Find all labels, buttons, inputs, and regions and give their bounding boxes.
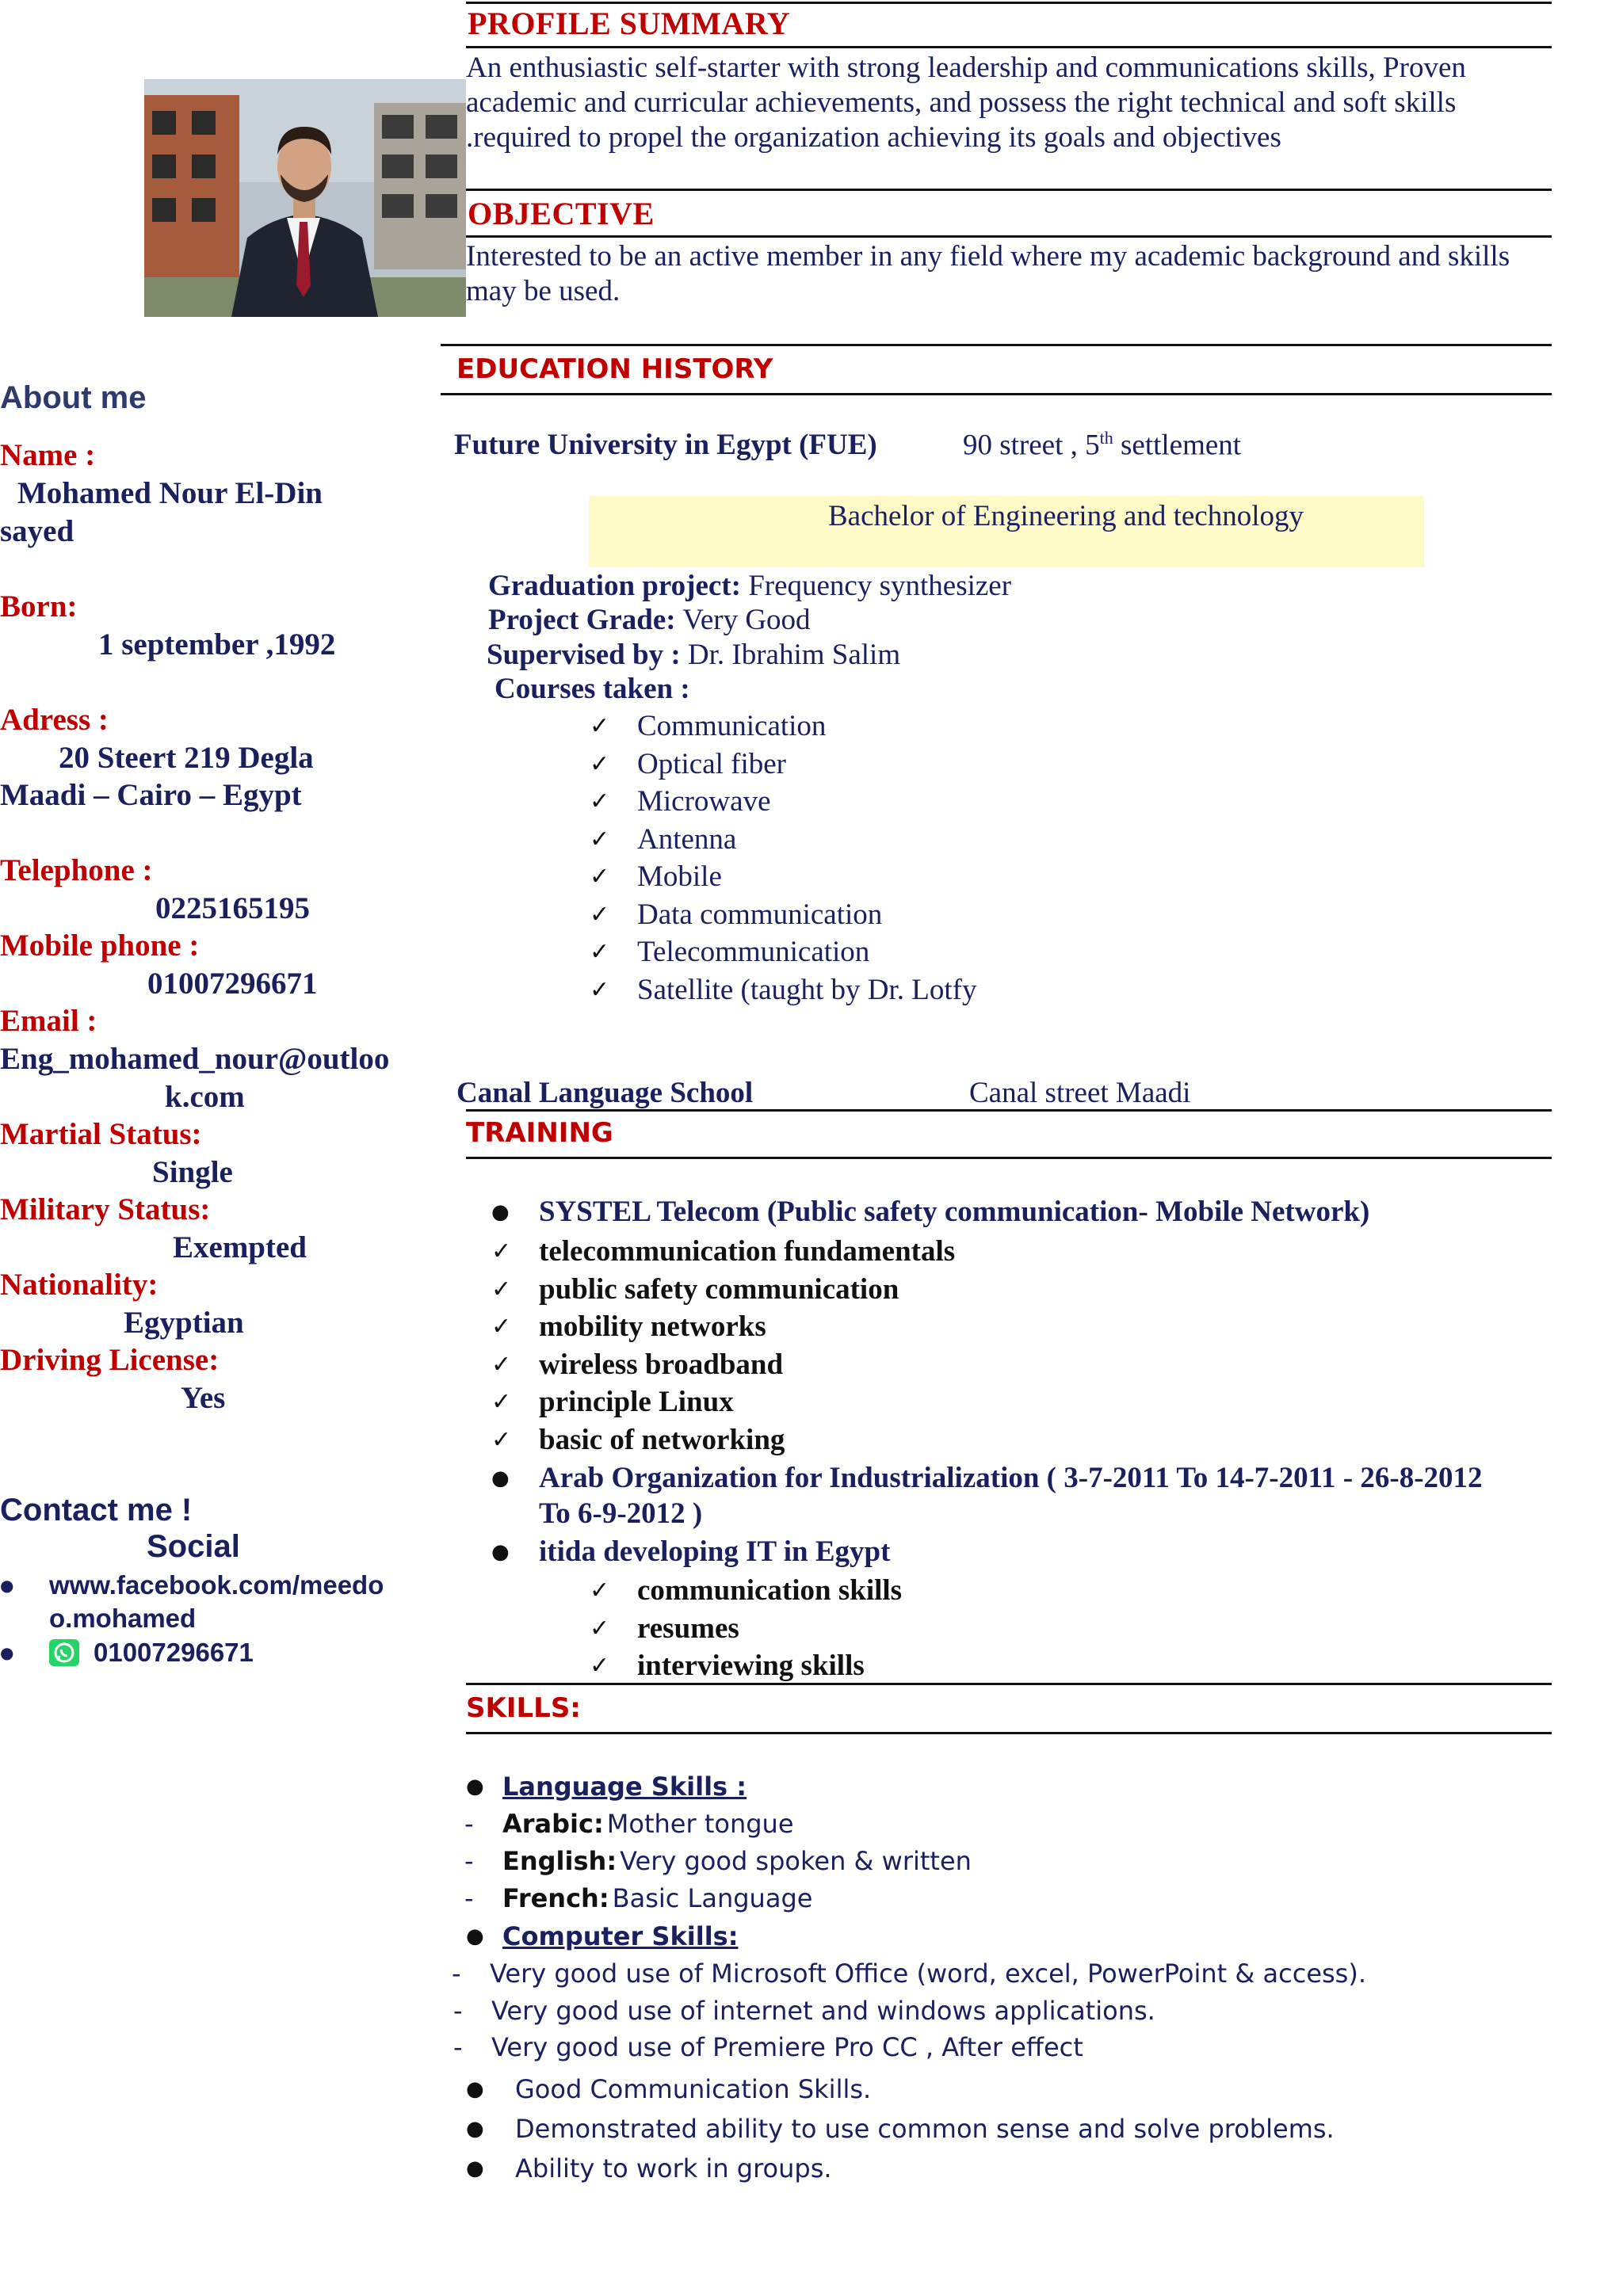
list-item <box>491 1271 955 1309</box>
dash-marker: - <box>464 1846 474 1876</box>
list-item <box>590 707 977 746</box>
language-name: English: <box>502 1846 617 1876</box>
university-name: Future University in Egypt (FUE) <box>454 429 877 461</box>
list-item <box>491 1308 955 1346</box>
training-item: telecommunication fundamentals <box>539 1235 956 1268</box>
project-grade <box>488 603 811 637</box>
course-name: Communication <box>637 710 827 743</box>
social-heading: Social <box>147 1529 240 1564</box>
language-level: Very good spoken & written <box>620 1846 972 1876</box>
born-value: 1 september ,1992 <box>98 627 336 662</box>
dash-marker: - <box>453 1996 463 2026</box>
divider <box>466 235 1552 238</box>
bullet-icon: ● <box>466 2077 484 2101</box>
marital-status-value: Single <box>152 1155 233 1189</box>
email-label: Email : <box>0 1004 97 1038</box>
skills-heading: SKILLS: <box>466 1692 581 1724</box>
list-item <box>590 746 977 784</box>
language-arabic <box>464 1809 794 1839</box>
systel-list <box>491 1233 955 1459</box>
checkmark-icon: ✓ <box>491 1425 512 1454</box>
computer-skill-text: Very good use of internet and windows applications. <box>491 1996 1155 2026</box>
checkmark-icon: ✓ <box>590 1577 610 1605</box>
skill-text: Ability to work in groups. <box>515 2153 832 2183</box>
training-title: SYSTEL Telecom (Public safety communication- Mobile Network) <box>539 1196 1370 1228</box>
language-level: Mother tongue <box>606 1809 794 1839</box>
telephone-value: 0225165195 <box>155 891 310 925</box>
bullet-icon: ● <box>466 1775 484 1798</box>
checkmark-icon: ✓ <box>590 749 610 778</box>
course-name: Antenna <box>637 822 737 856</box>
checkmark-icon: ✓ <box>590 712 610 741</box>
facebook-link[interactable] <box>0 1569 384 1635</box>
profile-summary-text <box>466 51 1552 155</box>
course-name: Satellite (taught by Dr. Lotfy <box>637 973 977 1006</box>
computer-skills-heading: Computer Skills: <box>502 1921 739 1951</box>
language-french <box>464 1883 812 1913</box>
profile-summary-line: An enthusiastic self-starter with strong leadership and communications skills, Proven <box>466 51 1466 84</box>
checkmark-icon: ✓ <box>590 900 610 929</box>
computer-skill <box>452 1958 1366 1989</box>
bullet-icon: ● <box>491 1466 510 1490</box>
course-name: Telecommunication <box>637 936 870 969</box>
language-skills-heading: Language Skills : <box>502 1772 747 1802</box>
bullet-icon: ● <box>466 1924 484 1948</box>
training-item: mobility networks <box>539 1310 766 1344</box>
nationality-value: Egyptian <box>124 1306 244 1340</box>
marital-status-label: Martial Status: <box>0 1117 202 1151</box>
name-label: Name : <box>0 438 96 472</box>
skill-text: Demonstrated ability to use common sense and solve problems. <box>515 2114 1335 2144</box>
training-title-continued: To 6-9-2012 ) <box>539 1497 703 1530</box>
dash-marker: - <box>464 1883 474 1913</box>
checkmark-icon: ✓ <box>590 1614 610 1642</box>
graduation-project-label: Graduation project: <box>488 570 741 602</box>
language-english <box>464 1846 972 1876</box>
course-name: Microwave <box>637 785 771 818</box>
supervised-by-label: Supervised by : <box>487 639 681 671</box>
name-value: Mohamed Nour El-Din <box>17 476 323 510</box>
checkmark-icon: ✓ <box>491 1313 512 1341</box>
address-value-continued: Maadi – Cairo – Egypt <box>0 778 302 812</box>
university-address-rest: settlement <box>1113 429 1242 462</box>
list-item <box>590 821 977 859</box>
dash-marker: - <box>453 2032 463 2062</box>
course-name: Data communication <box>637 898 883 931</box>
driving-license-value: Yes <box>181 1381 226 1415</box>
checkmark-icon: ✓ <box>590 788 610 816</box>
degree-text: Bachelor of Engineering and technology <box>827 500 1304 532</box>
itida-list <box>590 1572 902 1685</box>
computer-skills-heading-row <box>466 1921 739 1951</box>
training-heading: TRAINING <box>466 1117 613 1149</box>
university-row <box>454 428 877 462</box>
mobile-value: 01007296671 <box>147 967 318 1001</box>
university-address-main: 90 street , 5 <box>963 429 1100 462</box>
other-skills-list <box>466 2069 1335 2188</box>
contact-heading: Contact me ! <box>0 1493 193 1527</box>
facebook-url-continued[interactable]: o.mohamed <box>49 1604 197 1633</box>
divider <box>466 1683 1552 1685</box>
checkmark-icon: ✓ <box>491 1238 512 1266</box>
list-item <box>590 1572 902 1610</box>
divider <box>441 344 1552 346</box>
training-item: resumes <box>637 1611 739 1645</box>
supervised-by-value: Dr. Ibrahim Salim <box>687 639 901 671</box>
bullet-icon: ● <box>466 2117 484 2141</box>
course-name: Mobile <box>637 860 722 894</box>
whatsapp-number[interactable]: 01007296671 <box>94 1638 254 1667</box>
objective-heading: OBJECTIVE <box>468 196 655 231</box>
address-value: 20 Steert 219 Degla <box>59 741 314 775</box>
bullet-icon: ● <box>491 1199 510 1224</box>
course-name: Optical fiber <box>637 747 786 780</box>
computer-skill-text: Very good use of Premiere Pro CC , After effect <box>491 2032 1083 2062</box>
facebook-url[interactable]: www.facebook.com/meedo <box>49 1570 384 1600</box>
list-item <box>491 1346 955 1384</box>
divider <box>466 1732 1552 1734</box>
list-item <box>491 1233 955 1271</box>
language-skills-heading-row <box>466 1772 747 1802</box>
bullet-icon: ● <box>466 2157 484 2180</box>
whatsapp-icon <box>49 1639 79 1666</box>
courses-taken-label: Courses taken : <box>495 673 690 705</box>
divider <box>466 1109 1552 1112</box>
list-item <box>590 1647 902 1685</box>
checkmark-icon: ✓ <box>491 1350 512 1379</box>
courses-list <box>590 707 977 1009</box>
bullet-icon: ● <box>0 1576 14 1595</box>
training-title: Arab Organization for Industrialization ( 3-7-2011 To 14-7-2011 - 26-8-2012 <box>539 1462 1483 1494</box>
training-item: principle Linux <box>539 1386 734 1419</box>
list-item <box>491 1383 955 1421</box>
checkmark-icon: ✓ <box>590 938 610 967</box>
school-address: Canal street Maadi <box>969 1077 1191 1109</box>
divider <box>466 189 1552 191</box>
graduation-project-value: Frequency synthesizer <box>748 570 1012 602</box>
divider <box>466 1157 1552 1159</box>
dash-marker: - <box>464 1809 474 1839</box>
profile-summary-heading: PROFILE SUMMARY <box>468 6 791 41</box>
project-grade-label: Project Grade: <box>488 604 676 636</box>
training-title: itida developing IT in Egypt <box>539 1535 891 1568</box>
training-itida <box>491 1535 890 1569</box>
checkmark-icon: ✓ <box>590 863 610 891</box>
checkmark-icon: ✓ <box>590 825 610 853</box>
list-item <box>590 783 977 821</box>
checkmark-icon: ✓ <box>590 975 610 1004</box>
whatsapp-row <box>0 1638 254 1668</box>
graduation-project <box>488 569 1011 603</box>
computer-skill-text: Very good use of Microsoft Office (word, excel, PowerPoint & access). <box>490 1958 1366 1989</box>
list-item <box>590 971 977 1009</box>
training-aoi <box>491 1459 1483 1533</box>
training-item: wireless broadband <box>539 1348 784 1381</box>
telephone-label: Telephone : <box>0 853 153 887</box>
dash-marker: - <box>452 1958 461 1989</box>
list-item <box>590 933 977 971</box>
training-systel <box>491 1195 1369 1229</box>
university-address-sup: th <box>1099 428 1113 448</box>
list-item <box>466 2149 1335 2188</box>
email-value: Eng_mohamed_nour@outloo <box>0 1042 390 1076</box>
email-value-continued: k.com <box>165 1080 245 1114</box>
born-label: Born: <box>0 589 78 624</box>
objective-line: Interested to be an active member in any field where my academic background and skills <box>466 240 1510 273</box>
bullet-icon: ● <box>491 1539 510 1564</box>
military-status-label: Military Status: <box>0 1192 211 1226</box>
address-label: Adress : <box>0 703 109 737</box>
supervised-by <box>487 638 900 672</box>
checkmark-icon: ✓ <box>491 1275 512 1303</box>
bullet-icon: ● <box>0 1643 14 1662</box>
training-item: public safety communication <box>539 1272 899 1306</box>
driving-license-label: Driving License: <box>0 1343 220 1377</box>
language-name: Arabic: <box>502 1809 604 1839</box>
language-name: French: <box>502 1883 609 1913</box>
list-item <box>590 1610 902 1648</box>
profile-summary-line: .required to propel the organization achieving its goals and objectives <box>466 121 1281 154</box>
profile-photo-image <box>144 79 466 317</box>
profile-photo <box>144 79 466 317</box>
training-item: basic of networking <box>539 1423 785 1456</box>
objective-text <box>466 239 1552 309</box>
checkmark-icon: ✓ <box>590 1652 610 1680</box>
name-value-continued: sayed <box>0 514 74 548</box>
list-item <box>466 2109 1335 2149</box>
divider <box>466 46 1552 48</box>
university-address <box>963 428 1241 462</box>
nationality-label: Nationality: <box>0 1268 158 1302</box>
divider <box>466 2 1552 4</box>
project-grade-value: Very Good <box>682 604 811 636</box>
divider <box>441 393 1552 395</box>
profile-summary-line: academic and curricular achievements, and possess the right technical and soft skills <box>466 86 1457 119</box>
military-status-value: Exempted <box>173 1230 307 1264</box>
skill-text: Good Communication Skills. <box>515 2074 872 2104</box>
list-item <box>466 2069 1335 2109</box>
about-me-heading: About me <box>0 380 147 415</box>
checkmark-icon: ✓ <box>491 1388 512 1417</box>
mobile-label: Mobile phone : <box>0 929 200 963</box>
education-heading: EDUCATION HISTORY <box>456 353 773 385</box>
list-item <box>590 896 977 934</box>
computer-skill <box>453 2032 1083 2062</box>
list-item <box>491 1421 955 1459</box>
objective-line: may be used. <box>466 275 621 307</box>
computer-skill <box>453 1996 1155 2026</box>
training-item: communication skills <box>637 1574 903 1608</box>
school-name: Canal Language School <box>456 1077 754 1109</box>
list-item <box>590 858 977 896</box>
language-level: Basic Language <box>612 1883 813 1913</box>
training-item: interviewing skills <box>637 1650 865 1683</box>
